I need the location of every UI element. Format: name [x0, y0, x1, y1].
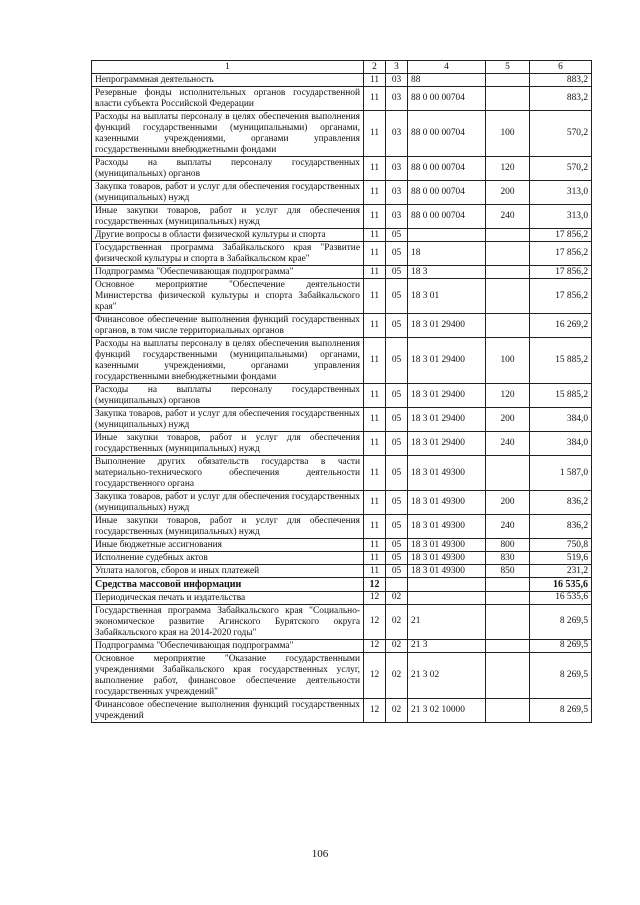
table-row — [92, 111, 592, 157]
row-target-code-cell: 18 3 01 49300 — [408, 552, 486, 565]
row-target-code-cell: 18 3 01 — [408, 279, 486, 314]
row-target-code-cell: 21 3 — [408, 639, 486, 652]
header-cell: 6 — [530, 61, 592, 74]
row-name-cell: Основное мероприятие "Обеспечение деятельности Министерства физической культуры и спорта Забайкальского края" — [92, 279, 364, 314]
row-target-code-cell: 21 — [408, 604, 486, 639]
header-cell: 3 — [386, 61, 408, 74]
row-section-cell: 11 — [364, 432, 386, 456]
table-row — [92, 314, 592, 338]
row-expense-type-cell — [486, 242, 530, 266]
row-subsection-cell: 02 — [386, 652, 408, 698]
row-expense-type-cell — [486, 604, 530, 639]
row-amount-cell: 17 856,2 — [530, 242, 592, 266]
row-name-cell: Расходы на выплаты персоналу в целях обеспечения выполнения функций государственными (муниципальными) органами, казенными учреждениями, органами управления государственными внебюджетными фондами — [92, 111, 364, 157]
row-name-cell: Исполнение судебных актов — [92, 552, 364, 565]
row-target-code-cell: 21 3 02 10000 — [408, 698, 486, 722]
row-target-code-cell: 18 3 01 29400 — [408, 314, 486, 338]
row-section-cell: 11 — [364, 205, 386, 229]
row-amount-cell: 519,6 — [530, 552, 592, 565]
row-section-cell: 11 — [364, 87, 386, 111]
budget-table — [91, 60, 592, 723]
row-subsection-cell: 05 — [386, 456, 408, 491]
row-target-code-cell: 88 0 00 00704 — [408, 157, 486, 181]
row-subsection-cell: 05 — [386, 539, 408, 552]
row-amount-cell: 313,0 — [530, 181, 592, 205]
table-row — [92, 604, 592, 639]
table-row — [92, 181, 592, 205]
table-row — [92, 87, 592, 111]
row-expense-type-cell: 240 — [486, 515, 530, 539]
row-section-cell: 11 — [364, 266, 386, 279]
row-subsection-cell: 05 — [386, 408, 408, 432]
row-amount-cell: 16 535,6 — [530, 578, 592, 592]
row-expense-type-cell — [486, 74, 530, 87]
table-row — [92, 74, 592, 87]
row-target-code-cell: 88 0 00 00704 — [408, 205, 486, 229]
table-row — [92, 205, 592, 229]
row-expense-type-cell — [486, 266, 530, 279]
table-row — [92, 578, 592, 592]
row-target-code-cell: 18 — [408, 242, 486, 266]
row-name-cell: Государственная программа Забайкальского края "Социально-экономическое развитие Агинского Бурятского округа Забайкальского края на 2014-2020 годы" — [92, 604, 364, 639]
table-row — [92, 338, 592, 384]
table-row — [92, 539, 592, 552]
row-name-cell: Подпрограмма "Обеспечивающая подпрограмма" — [92, 639, 364, 652]
row-section-cell: 11 — [364, 384, 386, 408]
row-subsection-cell: 03 — [386, 157, 408, 181]
table-row — [92, 384, 592, 408]
row-amount-cell: 836,2 — [530, 515, 592, 539]
row-subsection-cell: 05 — [386, 279, 408, 314]
row-name-cell: Закупка товаров, работ и услуг для обеспечения государственных (муниципальных) нужд — [92, 181, 364, 205]
row-target-code-cell — [408, 578, 486, 592]
row-target-code-cell — [408, 229, 486, 242]
row-expense-type-cell — [486, 639, 530, 652]
row-name-cell: Иные закупки товаров, работ и услуг для обеспечения государственных (муниципальных) нужд — [92, 515, 364, 539]
table-row — [92, 408, 592, 432]
row-section-cell: 12 — [364, 604, 386, 639]
row-name-cell: Другие вопросы в области физической культуры и спорта — [92, 229, 364, 242]
table-row — [92, 242, 592, 266]
row-section-cell: 11 — [364, 491, 386, 515]
row-target-code-cell: 18 3 01 49300 — [408, 565, 486, 578]
row-name-cell: Резервные фонды исполнительных органов государственной власти субъекта Российской Федерации — [92, 87, 364, 111]
row-name-cell: Иные бюджетные ассигнования — [92, 539, 364, 552]
row-target-code-cell: 18 3 01 29400 — [408, 432, 486, 456]
row-section-cell: 12 — [364, 578, 386, 592]
page-number: 106 — [311, 848, 329, 860]
row-section-cell: 12 — [364, 652, 386, 698]
row-section-cell: 11 — [364, 157, 386, 181]
row-subsection-cell: 05 — [386, 229, 408, 242]
row-expense-type-cell: 100 — [486, 338, 530, 384]
row-name-cell: Уплата налогов, сборов и иных платежей — [92, 565, 364, 578]
row-amount-cell: 570,2 — [530, 111, 592, 157]
row-target-code-cell: 18 3 01 49300 — [408, 539, 486, 552]
row-section-cell: 12 — [364, 591, 386, 604]
table-row — [92, 432, 592, 456]
table-row — [92, 266, 592, 279]
row-subsection-cell: 02 — [386, 639, 408, 652]
row-amount-cell: 231,2 — [530, 565, 592, 578]
header-cell: 1 — [92, 61, 364, 74]
row-amount-cell: 16 269,2 — [530, 314, 592, 338]
row-subsection-cell: 03 — [386, 111, 408, 157]
row-amount-cell: 883,2 — [530, 87, 592, 111]
row-amount-cell: 8 269,5 — [530, 652, 592, 698]
row-section-cell: 11 — [364, 552, 386, 565]
row-amount-cell: 8 269,5 — [530, 604, 592, 639]
row-expense-type-cell — [486, 87, 530, 111]
row-subsection-cell: 05 — [386, 565, 408, 578]
row-section-cell: 11 — [364, 539, 386, 552]
row-name-cell: Финансовое обеспечение выполнения функций государственных органов, в том числе территориальных органов — [92, 314, 364, 338]
row-amount-cell: 17 856,2 — [530, 229, 592, 242]
row-name-cell: Финансовое обеспечение выполнения функций государственных учреждений — [92, 698, 364, 722]
row-name-cell: Закупка товаров, работ и услуг для обеспечения государственных (муниципальных) нужд — [92, 408, 364, 432]
row-target-code-cell: 18 3 01 29400 — [408, 384, 486, 408]
table-row — [92, 698, 592, 722]
row-target-code-cell — [408, 591, 486, 604]
row-amount-cell: 313,0 — [530, 205, 592, 229]
row-section-cell: 11 — [364, 74, 386, 87]
row-subsection-cell: 05 — [386, 432, 408, 456]
row-subsection-cell: 05 — [386, 552, 408, 565]
row-expense-type-cell: 200 — [486, 491, 530, 515]
row-target-code-cell: 18 3 01 29400 — [408, 408, 486, 432]
table-row — [92, 157, 592, 181]
row-subsection-cell — [386, 578, 408, 592]
row-target-code-cell: 18 3 01 49300 — [408, 491, 486, 515]
row-subsection-cell: 05 — [386, 491, 408, 515]
row-subsection-cell: 05 — [386, 384, 408, 408]
table-body — [92, 74, 592, 723]
row-subsection-cell: 05 — [386, 314, 408, 338]
row-expense-type-cell — [486, 456, 530, 491]
header-cell: 5 — [486, 61, 530, 74]
row-amount-cell: 8 269,5 — [530, 639, 592, 652]
row-name-cell: Иные закупки товаров, работ и услуг для обеспечения государственных (муниципальных) нужд — [92, 432, 364, 456]
table-row — [92, 279, 592, 314]
row-expense-type-cell: 200 — [486, 408, 530, 432]
row-amount-cell: 570,2 — [530, 157, 592, 181]
row-name-cell: Расходы на выплаты персоналу государственных (муниципальных) органов — [92, 384, 364, 408]
row-amount-cell: 16 535,6 — [530, 591, 592, 604]
row-section-cell: 11 — [364, 181, 386, 205]
row-subsection-cell: 05 — [386, 242, 408, 266]
row-expense-type-cell — [486, 652, 530, 698]
row-target-code-cell: 88 0 00 00704 — [408, 87, 486, 111]
row-section-cell: 12 — [364, 639, 386, 652]
row-expense-type-cell: 240 — [486, 205, 530, 229]
table-row — [92, 515, 592, 539]
row-expense-type-cell — [486, 314, 530, 338]
row-expense-type-cell — [486, 229, 530, 242]
row-target-code-cell: 21 3 02 — [408, 652, 486, 698]
row-amount-cell: 836,2 — [530, 491, 592, 515]
row-expense-type-cell: 120 — [486, 384, 530, 408]
table-row — [92, 652, 592, 698]
row-expense-type-cell: 200 — [486, 181, 530, 205]
row-amount-cell: 15 885,2 — [530, 384, 592, 408]
row-amount-cell: 384,0 — [530, 408, 592, 432]
row-subsection-cell: 03 — [386, 74, 408, 87]
row-subsection-cell: 05 — [386, 266, 408, 279]
row-name-cell: Средства массовой информации — [92, 578, 364, 592]
row-expense-type-cell: 850 — [486, 565, 530, 578]
row-target-code-cell: 18 3 — [408, 266, 486, 279]
row-amount-cell: 15 885,2 — [530, 338, 592, 384]
row-section-cell: 11 — [364, 111, 386, 157]
row-section-cell: 11 — [364, 338, 386, 384]
row-subsection-cell: 02 — [386, 604, 408, 639]
row-target-code-cell: 88 0 00 00704 — [408, 181, 486, 205]
table-row — [92, 456, 592, 491]
row-expense-type-cell: 120 — [486, 157, 530, 181]
header-cell: 4 — [408, 61, 486, 74]
row-amount-cell: 8 269,5 — [530, 698, 592, 722]
table-row — [92, 552, 592, 565]
row-expense-type-cell — [486, 698, 530, 722]
table-row — [92, 491, 592, 515]
row-section-cell: 11 — [364, 456, 386, 491]
row-amount-cell: 17 856,2 — [530, 266, 592, 279]
row-section-cell: 11 — [364, 229, 386, 242]
row-name-cell: Выполнение других обязательств государства в части материально-технического обеспечения деятельности государственного органа — [92, 456, 364, 491]
row-section-cell: 11 — [364, 565, 386, 578]
row-name-cell: Иные закупки товаров, работ и услуг для обеспечения государственных (муниципальных) нужд — [92, 205, 364, 229]
row-expense-type-cell — [486, 578, 530, 592]
row-expense-type-cell: 800 — [486, 539, 530, 552]
row-amount-cell: 17 856,2 — [530, 279, 592, 314]
header-cell: 2 — [364, 61, 386, 74]
table-row — [92, 565, 592, 578]
row-section-cell: 11 — [364, 515, 386, 539]
row-target-code-cell: 18 3 01 29400 — [408, 338, 486, 384]
row-subsection-cell: 02 — [386, 591, 408, 604]
row-section-cell: 11 — [364, 242, 386, 266]
row-expense-type-cell — [486, 279, 530, 314]
row-name-cell: Расходы на выплаты персоналу государственных (муниципальных) органов — [92, 157, 364, 181]
row-amount-cell: 1 587,0 — [530, 456, 592, 491]
row-section-cell: 11 — [364, 279, 386, 314]
row-name-cell: Государственная программа Забайкальского края "Развитие физической культуры и спорта в Забайкальском крае" — [92, 242, 364, 266]
row-subsection-cell: 05 — [386, 515, 408, 539]
table-row — [92, 639, 592, 652]
row-amount-cell: 750,8 — [530, 539, 592, 552]
row-subsection-cell: 02 — [386, 698, 408, 722]
row-amount-cell: 883,2 — [530, 74, 592, 87]
header-row — [92, 61, 592, 74]
row-expense-type-cell: 240 — [486, 432, 530, 456]
row-name-cell: Непрограммная деятельность — [92, 74, 364, 87]
row-amount-cell: 384,0 — [530, 432, 592, 456]
row-name-cell: Расходы на выплаты персоналу в целях обеспечения выполнения функций государственными (муниципальными) органами, казенными учреждениями, органами управления государственными внебюджетными фондами — [92, 338, 364, 384]
row-subsection-cell: 03 — [386, 181, 408, 205]
row-subsection-cell: 03 — [386, 205, 408, 229]
row-section-cell: 11 — [364, 314, 386, 338]
row-subsection-cell: 03 — [386, 87, 408, 111]
table-row — [92, 591, 592, 604]
row-target-code-cell: 18 3 01 49300 — [408, 515, 486, 539]
row-target-code-cell: 88 0 00 00704 — [408, 111, 486, 157]
row-subsection-cell: 05 — [386, 338, 408, 384]
row-expense-type-cell: 100 — [486, 111, 530, 157]
row-target-code-cell: 88 — [408, 74, 486, 87]
row-target-code-cell: 18 3 01 49300 — [408, 456, 486, 491]
row-name-cell: Периодическая печать и издательства — [92, 591, 364, 604]
table-row — [92, 229, 592, 242]
row-name-cell: Основное мероприятие "Оказание государственными учреждениями Забайкальского края государственных услуг, выполнение работ, финансовое обеспечение деятельности государственных учреждений" — [92, 652, 364, 698]
row-name-cell: Закупка товаров, работ и услуг для обеспечения государственных (муниципальных) нужд — [92, 491, 364, 515]
row-expense-type-cell — [486, 591, 530, 604]
row-expense-type-cell: 830 — [486, 552, 530, 565]
row-name-cell: Подпрограмма "Обеспечивающая подпрограмма" — [92, 266, 364, 279]
row-section-cell: 11 — [364, 408, 386, 432]
row-section-cell: 12 — [364, 698, 386, 722]
